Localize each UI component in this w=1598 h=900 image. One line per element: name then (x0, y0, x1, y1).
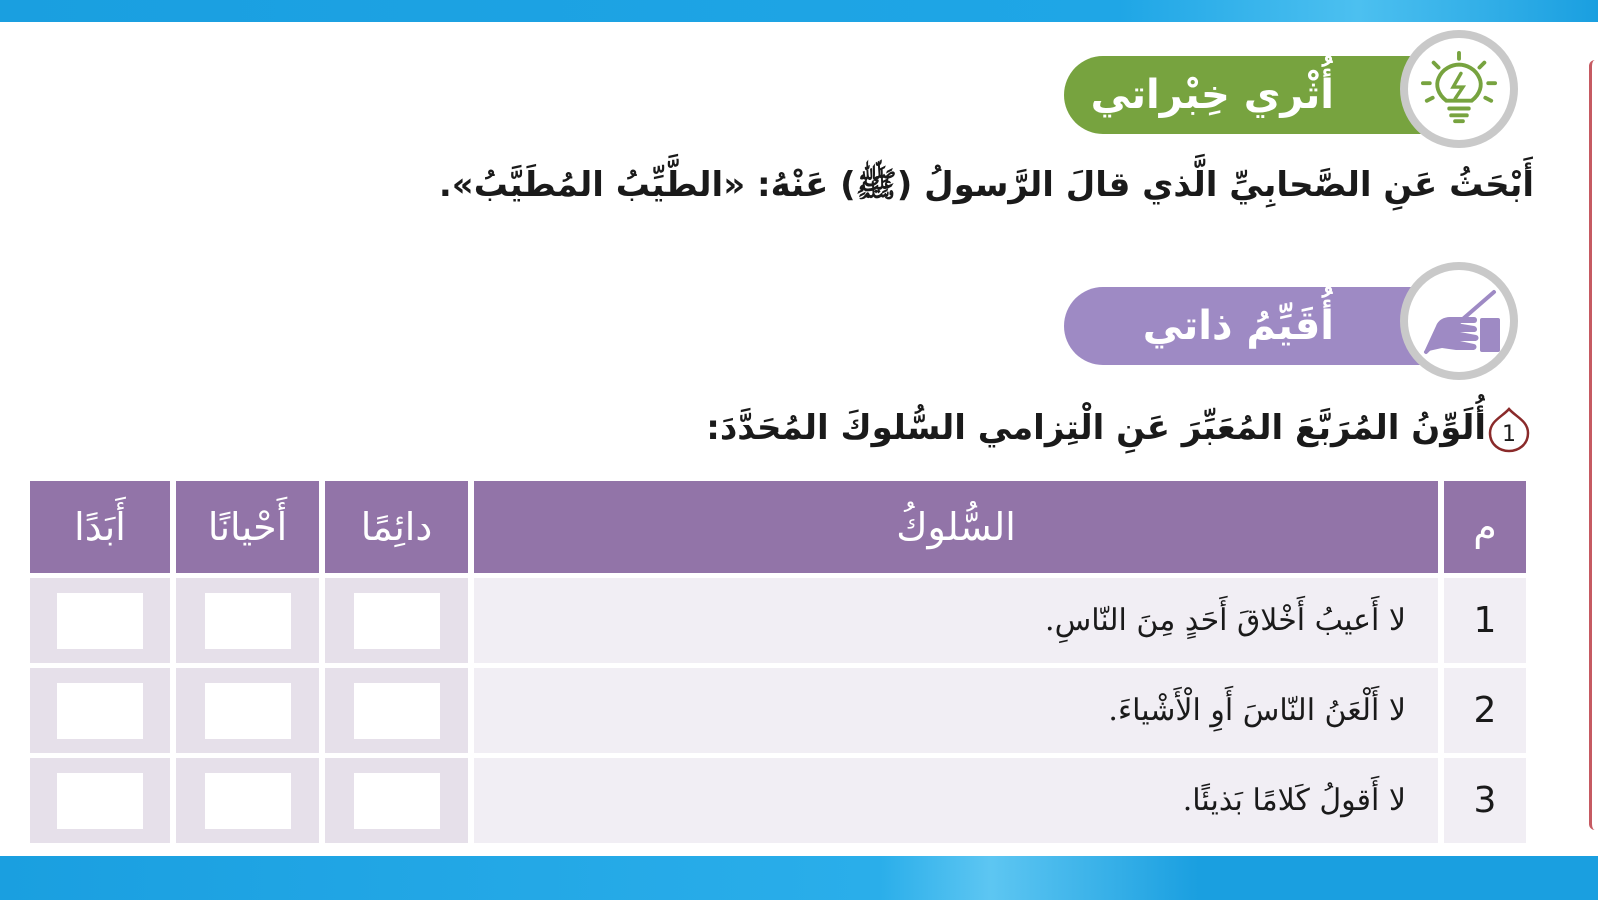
always-cell (325, 578, 468, 663)
sometimes-checkbox[interactable] (205, 773, 291, 829)
header-index: م (1444, 481, 1526, 573)
item-number-marker (1488, 407, 1530, 453)
always-checkbox[interactable] (354, 683, 440, 739)
behavior-text: لا أَلْعَنُ النّاسَ أَوِ الْأَشْياءَ. (474, 668, 1438, 753)
never-cell (30, 578, 170, 663)
row-number: 1 (1444, 578, 1526, 663)
section-heading: أُقَيِّمُ ذاتي (1142, 303, 1334, 349)
always-cell (325, 668, 468, 753)
sometimes-checkbox[interactable] (205, 683, 291, 739)
header-sometimes: أَحْيانًا (176, 481, 319, 573)
bottom-blue-band (0, 856, 1598, 900)
always-checkbox[interactable] (354, 773, 440, 829)
header-always: دائِمًا (325, 481, 468, 573)
header-never: أَبَدًا (30, 481, 170, 573)
research-task-text: أَبْحَثُ عَنِ الصَّحابِيِّ الَّذي قالَ الرَّسولُ (ﷺ) عَنْهُ: «الطَّيِّبُ المُطَيَّبُ». (438, 165, 1534, 205)
sometimes-cell (176, 578, 319, 663)
behavior-text: لا أَقولُ كَلامًا بَذيئًا. (474, 758, 1438, 843)
top-blue-band (0, 0, 1598, 22)
table-row (30, 578, 1526, 663)
page-edge-marker (1589, 60, 1598, 830)
never-cell (30, 758, 170, 843)
never-checkbox[interactable] (57, 593, 143, 649)
header-behavior: السُّلوكُ (474, 481, 1438, 573)
never-cell (30, 668, 170, 753)
writing-badge (1400, 262, 1518, 380)
behavior-table (24, 476, 1532, 848)
table-row (30, 758, 1526, 843)
row-number: 3 (1444, 758, 1526, 843)
table-row (30, 668, 1526, 753)
always-cell (325, 758, 468, 843)
never-checkbox[interactable] (57, 773, 143, 829)
lightbulb-badge (1400, 30, 1518, 148)
never-checkbox[interactable] (57, 683, 143, 739)
hand-writing-icon (1416, 286, 1502, 356)
row-number: 2 (1444, 668, 1526, 753)
always-checkbox[interactable] (354, 593, 440, 649)
item-number-text: 1 (1502, 422, 1516, 447)
sometimes-checkbox[interactable] (205, 593, 291, 649)
lightbulb-icon (1420, 50, 1498, 128)
sometimes-cell (176, 758, 319, 843)
section-heading: أُثْري خِبْراتي (1090, 72, 1334, 118)
behavior-text: لا أَعيبُ أَخْلاقَ أَحَدٍ مِنَ النّاسِ. (474, 578, 1438, 663)
assessment-instruction-text: أُلَوِّنُ المُرَبَّعَ المُعَبِّرَ عَنِ الْتِزامي السُّلوكَ المُحَدَّدَ: (706, 408, 1486, 448)
sometimes-cell (176, 668, 319, 753)
